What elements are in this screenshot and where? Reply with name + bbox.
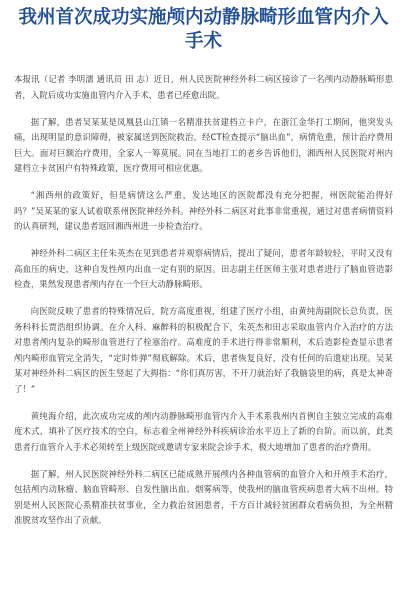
article-paragraph-dateline: 本报讯（记者 李明濡 通讯员 田 志）近日，州人民医院神经外科二病区接诊了一名颅内动静脉畸形患者，入院后成功实施血管内介入手术，患者已痊愈出院。 [14, 74, 393, 100]
article-title: 我州首次成功实施颅内动静脉畸形血管内介入手术 [18, 7, 389, 52]
article-paragraph: “湘西州的政策好，但是病情这么严重，发达地区的医院都没有充分把握，州医院能治得好吗？”吴某某的家人试着联系州医院神经外科。神经外科二病区对此事非常重视，通过对患者病情资料的认真研判，建议患者返回湘西州进一步检查治疗。 [14, 190, 393, 231]
article-paragraph: 向医院反映了患者的特殊情况后，院方高度重视，组建了医疗小组，由黄纯海副院长总负责，医务科科长贾浩组织协调。在介入科、麻醉科的积极配合下，朱英杰和田志采取血管内介入治疗的方法对患者颅内复杂的畸形血管进行了栓塞治疗。高难度的手术进行得非常顺利，术后造影检查显示患者颅内畸形血管完全消失，“定时炸弹”彻底解除。术后，患者恢复良好，没有任何的后遗症出现。吴某某对神经外科二病区的医生竖起了大拇指：“你们真厉害，不开刀就治好了我脑袋里的病，真是太神奇了！” [14, 306, 393, 394]
article-paragraph: 神经外科二病区主任朱英杰在见到患者并观察病情后，提出了疑问，患者年龄较轻，平时又没有高血压的病史，这种自发性颅内出血一定有别的原因。田志副主任医师主张对患者进行了脑血管造影检查，果然发现患者颅内存在一个巨大动静脉畸形。 [14, 248, 393, 289]
article-paragraph: 黄纯海介绍，此次成功完成的颅内动静脉畸形血管内介入手术系我州内首例自主独立完成的高难度术式，填补了医疗技术的空白，标志着全州神经外科疾病诊治水平迈上了新的台阶。而以前，此类患者行血管介入手术必须转至上级医院或邀请专家来院会诊手术，极大地增加了患者的治疗费用。 [14, 410, 393, 452]
article-body [14, 72, 393, 529]
article-paragraph: 据了解，患者吴某某是凤凰县山江镇一名精准扶贫建档立卡户，在浙江金华打工期间，他突发头痛，出现明显的意识障碍，被家属送到医院救治。经CT检查提示“脑出血”，病情危重，预计治疗费用巨大。面对巨额治疗费用，全家人一筹莫展。同在当地打工的老乡告诉他们，湘西州人民医院对州内建档立卡贫困户有特殊政策，医疗费用可相应优惠。 [14, 116, 393, 173]
article-paragraph: 据了解，州人民医院神经外科二病区已能成熟开展颅内各种血管病的血管介入和开颅手术治疗，包括颅内动脉瘤、脑血管畸形、自发性脑出血、烟雾病等，使我州的脑血管疾病患者大病不出州。特别是州人民医院心系精准扶贫事业，全力救治贫困患者，千方百计减轻贫困群众看病负担，为全州精准脱贫攻坚作出了贡献。 [14, 468, 393, 525]
